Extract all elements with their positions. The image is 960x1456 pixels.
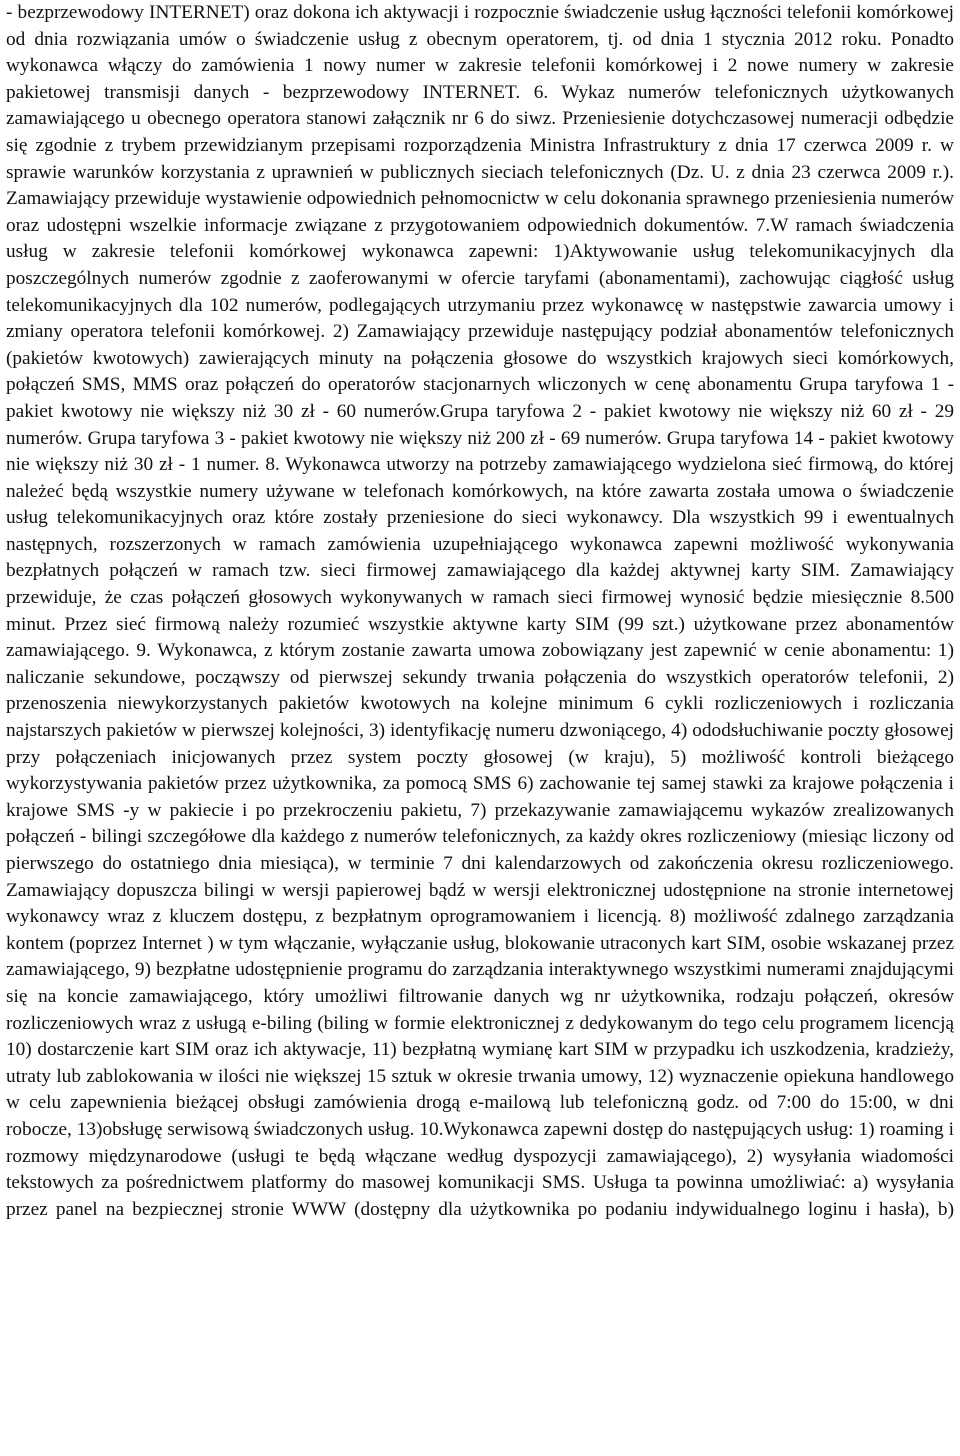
document-page <box>6 0 954 1456</box>
document-body-text: - bezprzewodowy INTERNET) oraz dokona ich aktywacji i rozpocznie świadczenie usług łączności telefonii komórkowej od dnia rozwiązania umów o świadczenie usług z obecnym operatorem, tj. od dnia 1 stycznia 2012 roku. Ponadto wykonawca włączy do zamówienia 1 nowy numer w zakresie telefonii komórkowej i 2 nowe numery w zakresie pakietowej transmisji danych - bezprzewodowy INTERNET. 6. Wykaz numerów telefonicznych użytkowanych zamawiającego u obecnego operatora stanowi załącznik nr 6 do siwz. Przeniesienie dotychczasowej numeracji odbędzie się zgodnie z trybem przewidzianym przepisami rozporządzenia Ministra Infrastruktury z dnia 17 czerwca 2009 r. w sprawie warunków korzystania z uprawnień w publicznych sieciach telefonicznych (Dz. U. z dnia 23 czerwca 2009 r.). Zamawiający przewiduje wystawienie odpowiednich pełnomocnictw w celu dokonania sprawnego przeniesienia numerów oraz udostępni wszelkie informacje związane z przygotowaniem odpowiednich dokumentów. 7.W ramach świadczenia usług w zakresie telefonii komórkowej wykonawca zapewni: 1)Aktywowanie usług telekomunikacyjnych dla poszczególnych numerów zgodnie z zaoferowanymi w ofercie taryfami (abonamentami), zachowując ciągłość usług telekomunikacyjnych dla 102 numerów, podlegających utrzymaniu przez wykonawcę w następstwie zawarcia umowy i zmiany operatora telefonii komórkowej. 2) Zamawiający przewiduje następujący podział abonamentów telefonicznych (pakietów kwotowych) zawierających minuty na połączenia głosowe do wszystkich krajowych sieci komórkowych, połączeń SMS, MMS oraz połączeń do operatorów stacjonarnych wliczonych w cenę abonamentu Grupa taryfowa 1 - pakiet kwotowy nie większy niż 30 zł - 60 numerów.Grupa taryfowa 2 - pakiet kwotowy nie większy niż 60 zł - 29 numerów. Grupa taryfowa 3 - pakiet kwotowy nie większy niż 200 zł - 69 numerów. Grupa taryfowa 14 - pakiet kwotowy nie większy niż 30 zł - 1 numer. 8. Wykonawca utworzy na potrzeby zamawiającego wydzielona sieć firmową, do której należeć będą wszystkie numery używane w telefonach komórkowych, na które zawarta została umowa o świadczenie usług telekomunikacyjnych oraz które zostały przeniesione do sieci wykonawcy. Dla wszystkich 99 i ewentualnych następnych, rozszerzonych w ramach zamówienia uzupełniającego wykonawca zapewni możliwość wykonywania bezpłatnych połączeń w ramach tzw. sieci firmowej zamawiającego dla każdej aktywnej karty SIM. Zamawiający przewiduje, że czas połączeń głosowych wykonywanych w ramach sieci firmowej wynosić będzie miesięcznie 8.500 minut. Przez sieć firmową należy rozumieć wszystkie aktywne karty SIM (99 szt.) użytkowane przez abonamentów zamawiającego. 9. Wykonawca, z którym zostanie zawarta umowa zobowiązany jest zapewnić w cenie abonamentu: 1) naliczanie sekundowe, począwszy od pierwszej sekundy trwania połączenia do wszystkich operatorów telefonii, 2) przenoszenia niewykorzystanych pakietów kwotowych na kolejne minimum 6 cykli rozliczeniowych i rozliczania najstarszych pakietów w pierwszej kolejności, 3) identyfikację numeru dzwoniącego, 4) ododsłuchiwanie poczty głosowej przy połączeniach inicjowanych przez system poczty głosowej (w kraju), 5) możliwość kontroli bieżącego wykorzystywania pakietów przez użytkownika, za pomocą SMS 6) zachowanie tej samej stawki za krajowe połączenia i krajowe SMS -y w pakiecie i po przekroczeniu pakietu, 7) przekazywanie zamawiającemu wykazów zrealizowanych połączeń - bilingi szczegółowe dla każdego z numerów telefonicznych, za każdy okres rozliczeniowy (miesiąc liczony od pierwszego do ostatniego dnia miesiąca), w terminie 7 dni kalendarzowych od zakończenia okresu rozliczeniowego. Zamawiający dopuszcza bilingi w wersji papierowej bądź w wersji elektronicznej udostępnione na stronie internetowej wykonawcy wraz z kluczem dostępu, z bezpłatnym oprogramowaniem i licencją. 8) możliwość zdalnego zarządzania kontem (poprzez Internet ) w tym włączanie, wyłączanie usług, blokowanie utraconych kart SIM, osobie wskazanej przez zamawiającego, 9) bezpłatne udostępnienie programu do zarządzania interaktywnego wszystkimi numerami znajdującymi się na koncie zamawiającego, który umożliwi filtrowanie danych wg nr użytkownika, rodzaju połączeń, okresów rozliczeniowych wraz z usługą e-biling (biling w formie elektronicznej z dedykowanym do tego celu programem licencją 10) dostarczenie kart SIM oraz ich aktywacje, 11) bezpłatną wymianę kart SIM w przypadku ich uszkodzenia, kradzieży, utraty lub zablokowania w ilości nie większej 15 sztuk w okresie trwania umowy, 12) wyznaczenie opiekuna handlowego w celu zapewnienia bieżącej obsługi zamówienia drogą e-mailową lub telefoniczną godz. od 7:00 do 15:00, w dni robocze, 13)obsługę serwisową świadczonych usług. 10.Wykonawca zapewni dostęp do następujących usług: 1) roaming i rozmowy międzynarodowe (usługi te będą włączane według dyspozycji zamawiającego), 2) wysyłania wiadomości tekstowych za pośrednictwem platformy do masowej komunikacji SMS. Usługa ta powinna umożliwiać: a) wysyłania przez panel na bezpiecznej stronie WWW (dostępny dla użytkownika po podaniu indywidualnego loginu i hasła), b) <box>6 2 954 1220</box>
